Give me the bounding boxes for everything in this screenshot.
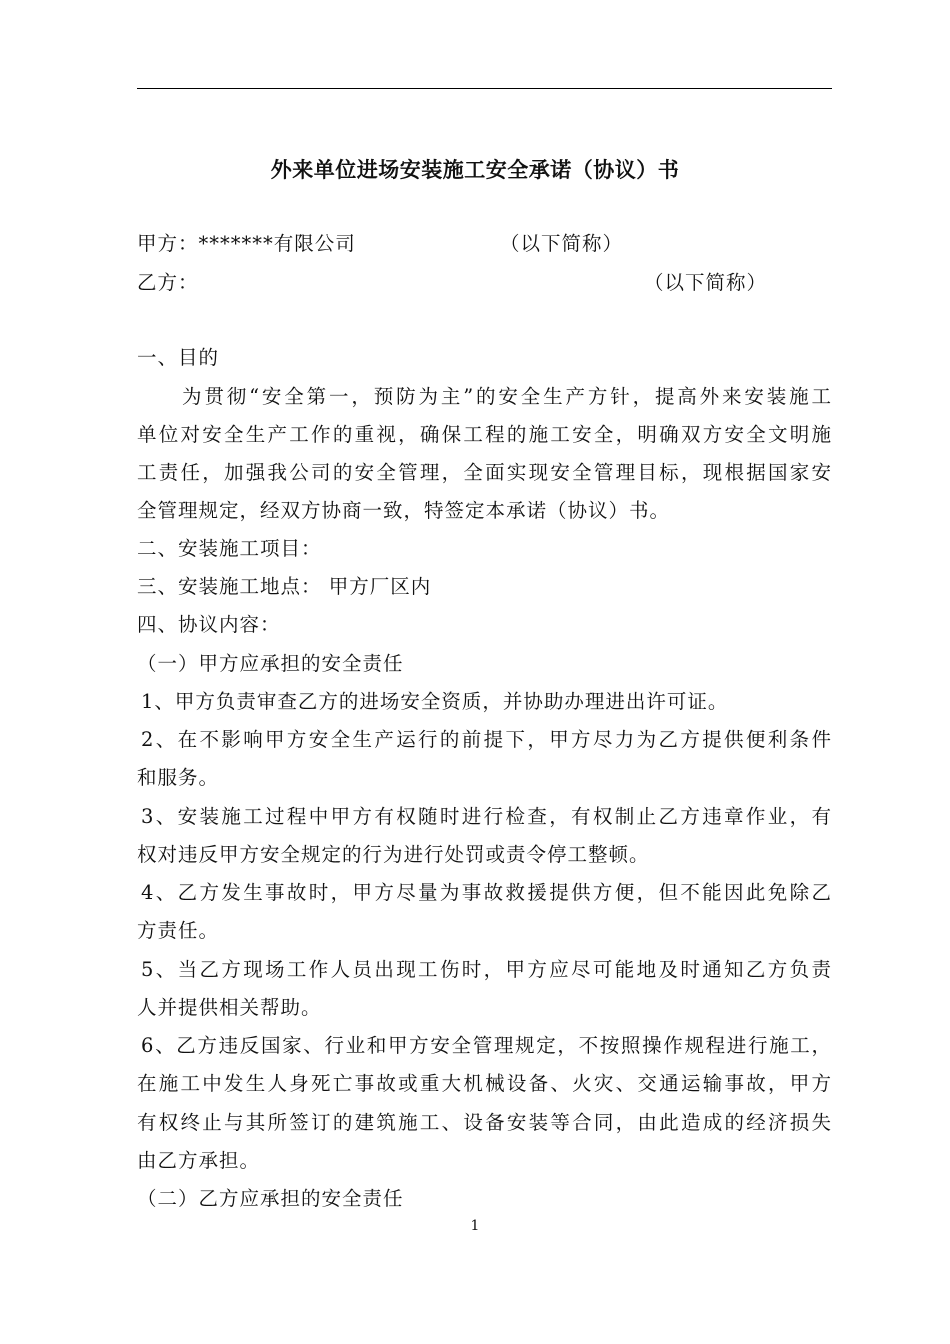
item-2-line-1: 2、在不影响甲方安全生产运行的前提下，甲方尽力为乙方提供便利条件 bbox=[141, 728, 832, 751]
item-1-line-1: 1、甲方负责审查乙方的进场安全资质，并协助办理进出许可证。 bbox=[141, 690, 729, 713]
page-number: 1 bbox=[470, 1218, 480, 1234]
section-1-heading: 一、目的 bbox=[137, 346, 220, 369]
item-2-line-2: 和服务。 bbox=[137, 766, 220, 789]
section-2-heading: 二、安装施工项目： bbox=[137, 537, 322, 560]
party-a-line: 甲方：*******有限公司 bbox=[137, 232, 356, 255]
item-6-line-4: 由乙方承担。 bbox=[137, 1149, 261, 1172]
section-1-line-4: 全管理规定，经双方协商一致，特签定本承诺（协议）书。 bbox=[137, 499, 671, 522]
subsection-1-heading: （一）甲方应承担的安全责任 bbox=[137, 652, 404, 675]
item-6-line-3: 有权终止与其所签订的建筑施工、设备安装等合同，由此造成的经济损失 bbox=[137, 1111, 832, 1134]
item-3-line-2: 权对违反甲方安全规定的行为进行处罚或责令停工整顿。 bbox=[137, 843, 650, 866]
header-rule bbox=[137, 88, 832, 89]
section-4-heading: 四、协议内容： bbox=[137, 613, 281, 636]
party-b-line: 乙方： bbox=[137, 271, 199, 294]
item-4-line-1: 4、乙方发生事故时，甲方尽量为事故救援提供方便，但不能因此免除乙 bbox=[141, 881, 832, 904]
item-5-line-2: 人并提供相关帮助。 bbox=[137, 996, 322, 1019]
section-3-heading: 三、安装施工地点： 甲方厂区内 bbox=[137, 575, 432, 598]
item-4-line-2: 方责任。 bbox=[137, 919, 220, 942]
item-6-line-1: 6、乙方违反国家、行业和甲方安全管理规定，不按照操作规程进行施工， bbox=[141, 1034, 832, 1057]
document-title: 外来单位进场安装施工安全承诺（协议）书 bbox=[270, 158, 680, 182]
section-1-line-2: 单位对安全生产工作的重视，确保工程的施工安全，明确双方安全文明施 bbox=[137, 423, 832, 446]
section-1-line-1: 为贯彻“安全第一，预防为主”的安全生产方针，提高外来安装施工 bbox=[182, 385, 832, 408]
item-5-line-1: 5、当乙方现场工作人员出现工伤时，甲方应尽可能地及时通知乙方负责 bbox=[141, 958, 832, 981]
item-3-line-1: 3、安装施工过程中甲方有权随时进行检查，有权制止乙方违章作业，有 bbox=[141, 805, 832, 828]
item-6-line-2: 在施工中发生人身死亡事故或重大机械设备、火灾、交通运输事故，甲方 bbox=[137, 1072, 832, 1095]
party-b-short: （以下简称） bbox=[644, 271, 768, 294]
subsection-2-heading: （二）乙方应承担的安全责任 bbox=[137, 1187, 404, 1210]
section-1-line-3: 工责任，加强我公司的安全管理，全面实现安全管理目标，现根据国家安 bbox=[137, 461, 832, 484]
party-a-short: （以下简称） bbox=[500, 232, 624, 255]
